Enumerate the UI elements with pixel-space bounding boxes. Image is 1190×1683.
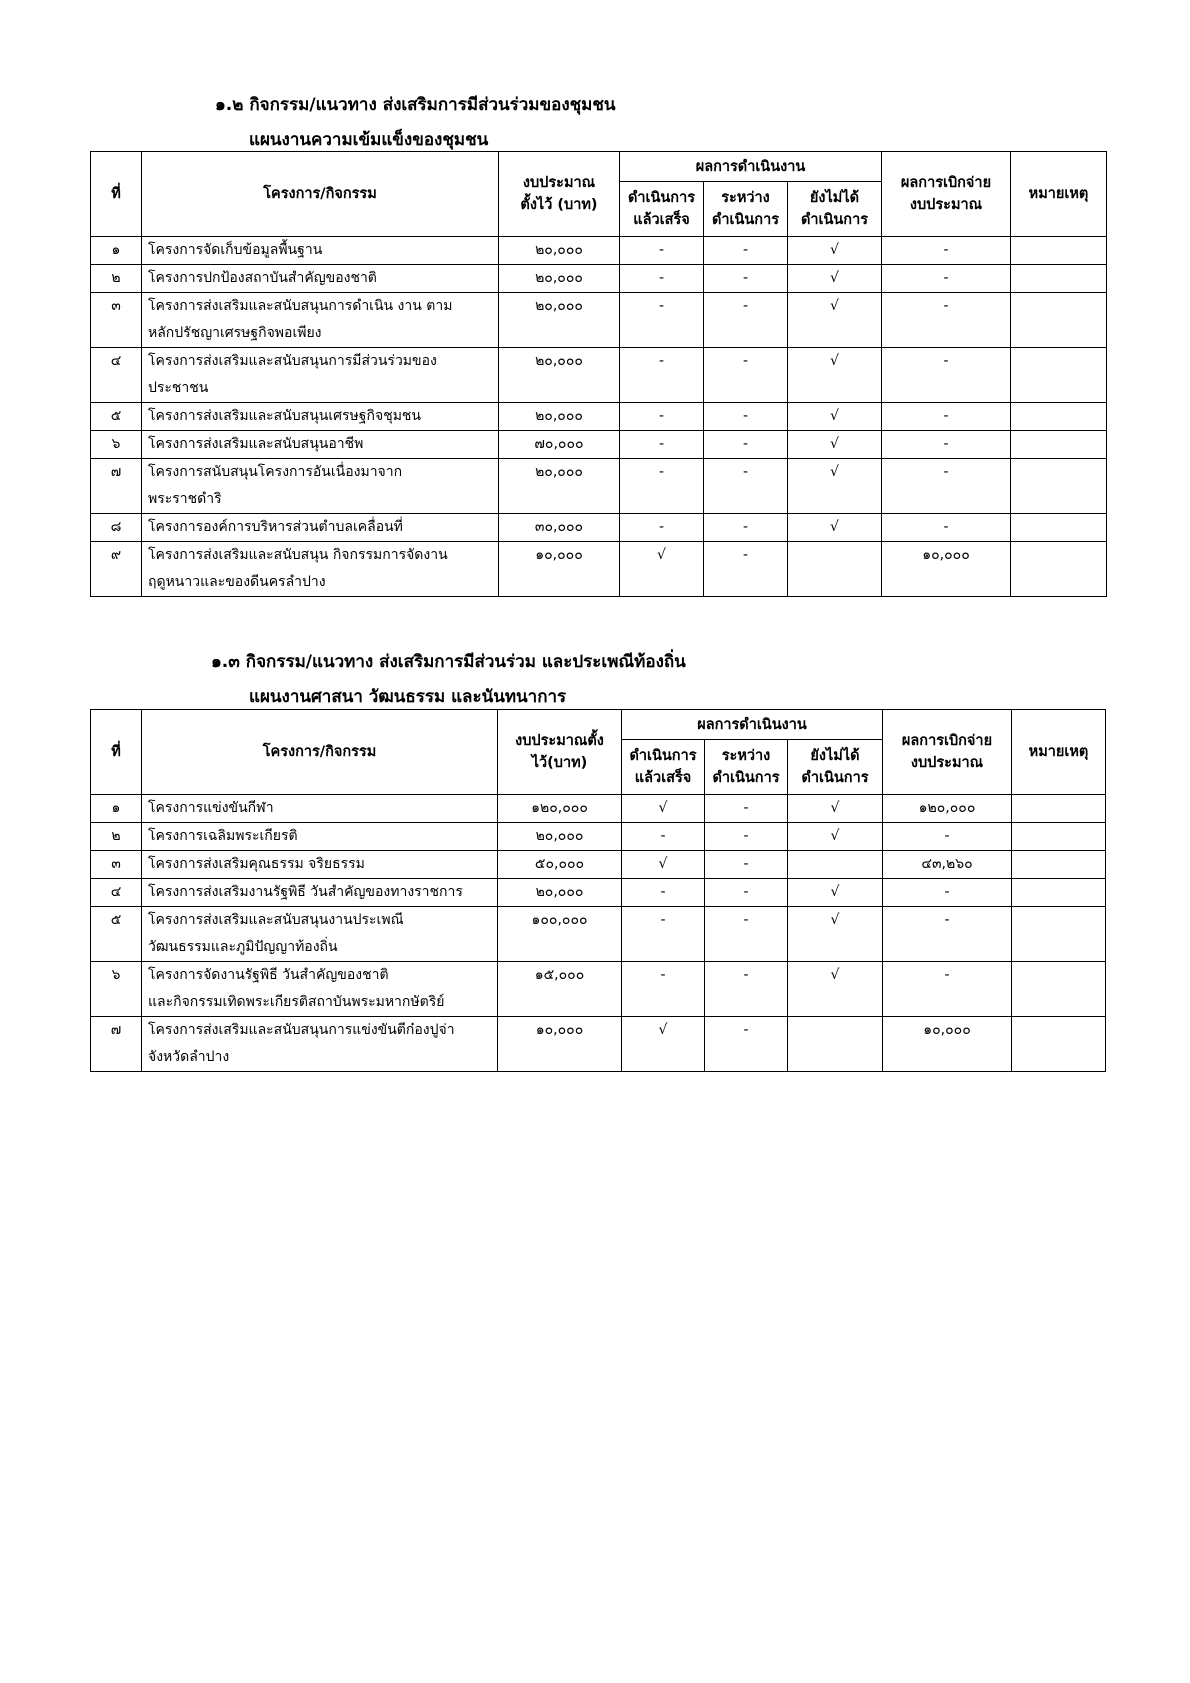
status-not-started: √ <box>788 403 882 431</box>
table-row <box>91 1017 1106 1072</box>
budget-value: ๗๐,๐๐๐ <box>499 431 620 459</box>
remark-cell <box>1011 265 1107 293</box>
status-done: √ <box>622 795 705 823</box>
col-header-done: ดำเนินการ แล้วเสร็จ <box>622 740 705 795</box>
section-2-heading: ๑.๓ กิจกรรม/แนวทาง ส่งเสริมการมีส่วนร่วม และประเพณีท้องถิ่น <box>211 652 686 672</box>
col-header-in-progress: ระหว่าง ดำเนินการ <box>705 740 788 795</box>
status-in-progress: - <box>704 459 788 514</box>
disbursed-value: - <box>882 514 1011 542</box>
status-in-progress: - <box>705 823 788 851</box>
disbursed-value: - <box>882 265 1011 293</box>
table-row <box>91 542 1107 597</box>
project-name: โครงการส่งเสริมและสนับสนุนการแข่งขันตีก๋องปูจ่า จังหวัดลำปาง <box>142 1017 498 1072</box>
disbursed-value: - <box>882 293 1011 348</box>
project-name: โครงการส่งเสริมและสนับสนุน กิจกรรมการจัดงาน ฤดูหนาวและของดีนครลำปาง <box>142 542 499 597</box>
project-name: โครงการสนับสนุนโครงการอันเนื่องมาจาก พระราชดำริ <box>142 459 499 514</box>
project-name: โครงการแข่งขันกีฬา <box>142 795 498 823</box>
budget-value: ๒๐,๐๐๐ <box>498 823 622 851</box>
table-row <box>91 348 1107 403</box>
status-not-started: √ <box>788 823 883 851</box>
project-name: โครงการส่งเสริมและสนับสนุนการดำเนิน งาน ตาม หลักปรัชญาเศรษฐกิจพอเพียง <box>142 293 499 348</box>
col-header-project: โครงการ/กิจกรรม <box>142 152 499 237</box>
status-not-started: √ <box>788 795 883 823</box>
row-number: ๘ <box>91 514 142 542</box>
row-number: ๒ <box>91 823 142 851</box>
budget-value: ๑๐,๐๐๐ <box>499 542 620 597</box>
project-name: โครงการจัดเก็บข้อมูลพื้นฐาน <box>142 237 499 265</box>
row-number: ๑ <box>91 795 142 823</box>
status-in-progress: - <box>704 542 788 597</box>
status-in-progress: - <box>704 514 788 542</box>
row-number: ๗ <box>91 459 142 514</box>
project-name: โครงการส่งเสริมและสนับสนุนการมีส่วนร่วมของ ประชาชน <box>142 348 499 403</box>
budget-value: ๒๐,๐๐๐ <box>499 237 620 265</box>
status-done: - <box>620 459 704 514</box>
disbursed-value: - <box>882 348 1011 403</box>
section-2-table <box>90 709 1106 1072</box>
status-in-progress: - <box>704 265 788 293</box>
col-header-no: ที่ <box>91 152 142 237</box>
col-header-not-started: ยังไม่ได้ ดำเนินการ <box>788 182 882 237</box>
budget-value: ๑๕,๐๐๐ <box>498 962 622 1017</box>
row-number: ๙ <box>91 542 142 597</box>
project-name: โครงการส่งเสริมงานรัฐพิธี วันสำคัญของทางราชการ <box>142 879 498 907</box>
col-header-result: ผลการดำเนินงาน <box>622 710 883 740</box>
status-done: - <box>620 237 704 265</box>
status-in-progress: - <box>704 293 788 348</box>
row-number: ๗ <box>91 1017 142 1072</box>
remark-cell <box>1012 851 1106 879</box>
status-done: - <box>620 293 704 348</box>
status-done: - <box>620 514 704 542</box>
status-not-started: √ <box>788 348 882 403</box>
disbursed-value: ๑๐,๐๐๐ <box>883 1017 1012 1072</box>
status-in-progress: - <box>705 1017 788 1072</box>
status-not-started: √ <box>788 514 882 542</box>
table-row <box>91 293 1107 348</box>
remark-cell <box>1012 795 1106 823</box>
budget-value: ๒๐,๐๐๐ <box>499 293 620 348</box>
remark-cell <box>1011 348 1107 403</box>
budget-value: ๕๐,๐๐๐ <box>498 851 622 879</box>
table-row <box>91 823 1106 851</box>
section-1-heading: ๑.๒ กิจกรรม/แนวทาง ส่งเสริมการมีส่วนร่วมของชุมชน <box>215 95 616 115</box>
disbursed-value: ๔๓,๒๖๐ <box>883 851 1012 879</box>
row-number: ๔ <box>91 879 142 907</box>
status-in-progress: - <box>705 962 788 1017</box>
status-done: √ <box>620 542 704 597</box>
remark-cell <box>1012 907 1106 962</box>
project-name: โครงการส่งเสริมและสนับสนุนเศรษฐกิจชุมชน <box>142 403 499 431</box>
disbursed-value: ๑๐,๐๐๐ <box>882 542 1011 597</box>
section-2-subheading: แผนงานศาสนา วัฒนธรรม และนันทนาการ <box>249 687 567 707</box>
row-number: ๕ <box>91 403 142 431</box>
project-name: โครงการส่งเสริมและสนับสนุนอาชีพ <box>142 431 499 459</box>
col-header-remark: หมายเหตุ <box>1011 152 1107 237</box>
disbursed-value: - <box>882 403 1011 431</box>
row-number: ๓ <box>91 851 142 879</box>
status-not-started: √ <box>788 431 882 459</box>
table-row <box>91 879 1106 907</box>
status-not-started: √ <box>788 907 883 962</box>
status-not-started: √ <box>788 293 882 348</box>
disbursed-value: - <box>883 907 1012 962</box>
status-done: - <box>622 907 705 962</box>
status-done: √ <box>622 851 705 879</box>
status-done: - <box>620 265 704 293</box>
remark-cell <box>1012 823 1106 851</box>
table-row <box>91 851 1106 879</box>
col-header-no: ที่ <box>91 710 142 795</box>
table-row <box>91 265 1107 293</box>
budget-value: ๒๐,๐๐๐ <box>499 348 620 403</box>
budget-value: ๓๐,๐๐๐ <box>499 514 620 542</box>
status-not-started: √ <box>788 879 883 907</box>
project-name: โครงการองค์การบริหารส่วนตำบลเคลื่อนที่ <box>142 514 499 542</box>
disbursed-value: ๑๒๐,๐๐๐ <box>883 795 1012 823</box>
col-header-done: ดำเนินการ แล้วเสร็จ <box>620 182 704 237</box>
disbursed-value: - <box>882 431 1011 459</box>
table-row <box>91 514 1107 542</box>
disbursed-value: - <box>883 962 1012 1017</box>
budget-value: ๒๐,๐๐๐ <box>499 403 620 431</box>
status-in-progress: - <box>705 795 788 823</box>
col-header-not-started: ยังไม่ได้ ดำเนินการ <box>788 740 883 795</box>
remark-cell <box>1011 403 1107 431</box>
col-header-project: โครงการ/กิจกรรม <box>142 710 498 795</box>
table-row <box>91 237 1107 265</box>
remark-cell <box>1011 514 1107 542</box>
status-not-started: √ <box>788 459 882 514</box>
table-row <box>91 459 1107 514</box>
budget-value: ๑๒๐,๐๐๐ <box>498 795 622 823</box>
table-row <box>91 962 1106 1017</box>
row-number: ๑ <box>91 237 142 265</box>
row-number: ๒ <box>91 265 142 293</box>
remark-cell <box>1012 879 1106 907</box>
budget-value: ๑๐,๐๐๐ <box>498 1017 622 1072</box>
status-not-started <box>788 851 883 879</box>
table-row <box>91 795 1106 823</box>
status-done: - <box>620 431 704 459</box>
col-header-disbursement: ผลการเบิกจ่าย งบประมาณ <box>883 710 1012 795</box>
remark-cell <box>1011 542 1107 597</box>
budget-value: ๒๐,๐๐๐ <box>499 459 620 514</box>
status-in-progress: - <box>704 237 788 265</box>
status-in-progress: - <box>705 851 788 879</box>
col-header-remark: หมายเหตุ <box>1012 710 1106 795</box>
disbursed-value: - <box>882 459 1011 514</box>
remark-cell <box>1011 431 1107 459</box>
col-header-budget: งบประมาณตั้ง ไว้(บาท) <box>498 710 622 795</box>
row-number: ๖ <box>91 431 142 459</box>
project-name: โครงการส่งเสริมและสนับสนุนงานประเพณี วัฒนธรรมและภูมิปัญญาท้องถิ่น <box>142 907 498 962</box>
disbursed-value: - <box>882 237 1011 265</box>
project-name: โครงการปกป้องสถาบันสำคัญของชาติ <box>142 265 499 293</box>
col-header-budget: งบประมาณ ตั้งไว้ (บาท) <box>499 152 620 237</box>
status-not-started <box>788 542 882 597</box>
status-in-progress: - <box>704 431 788 459</box>
budget-value: ๒๐,๐๐๐ <box>499 265 620 293</box>
status-in-progress: - <box>704 403 788 431</box>
status-done: - <box>622 823 705 851</box>
row-number: ๔ <box>91 348 142 403</box>
row-number: ๕ <box>91 907 142 962</box>
project-name: โครงการส่งเสริมคุณธรรม จริยธรรม <box>142 851 498 879</box>
table-row <box>91 403 1107 431</box>
section-1-table <box>90 151 1107 597</box>
status-not-started: √ <box>788 237 882 265</box>
disbursed-value: - <box>883 879 1012 907</box>
remark-cell <box>1011 459 1107 514</box>
remark-cell <box>1012 962 1106 1017</box>
disbursed-value: - <box>883 823 1012 851</box>
status-in-progress: - <box>705 907 788 962</box>
status-not-started <box>788 1017 883 1072</box>
col-header-in-progress: ระหว่าง ดำเนินการ <box>704 182 788 237</box>
table-row <box>91 431 1107 459</box>
col-header-result: ผลการดำเนินงาน <box>620 152 882 182</box>
status-not-started: √ <box>788 962 883 1017</box>
col-header-disbursement: ผลการเบิกจ่าย งบประมาณ <box>882 152 1011 237</box>
budget-value: ๒๐,๐๐๐ <box>498 879 622 907</box>
budget-value: ๑๐๐,๐๐๐ <box>498 907 622 962</box>
status-in-progress: - <box>704 348 788 403</box>
status-done: - <box>622 879 705 907</box>
row-number: ๓ <box>91 293 142 348</box>
status-done: - <box>622 962 705 1017</box>
project-name: โครงการจัดงานรัฐพิธี วันสำคัญของชาติ และกิจกรรมเทิดพระเกียรติสถาบันพระมหากษัตริย์ <box>142 962 498 1017</box>
status-done: - <box>620 348 704 403</box>
row-number: ๖ <box>91 962 142 1017</box>
remark-cell <box>1011 237 1107 265</box>
section-1-subheading: แผนงานความเข้มแข็งของชุมชน <box>249 130 489 150</box>
status-done: √ <box>622 1017 705 1072</box>
status-in-progress: - <box>705 879 788 907</box>
status-not-started: √ <box>788 265 882 293</box>
remark-cell <box>1012 1017 1106 1072</box>
project-name: โครงการเฉลิมพระเกียรติ <box>142 823 498 851</box>
status-done: - <box>620 403 704 431</box>
remark-cell <box>1011 293 1107 348</box>
table-row <box>91 907 1106 962</box>
